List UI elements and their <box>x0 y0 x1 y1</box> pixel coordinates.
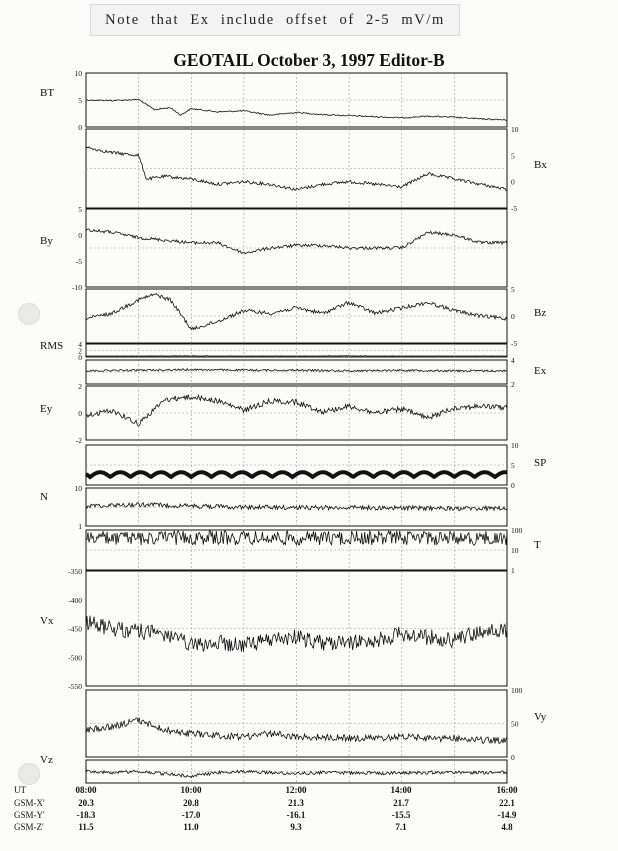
series-vx <box>86 616 507 652</box>
panel-label-rms: RMS <box>40 340 64 352</box>
chart-title: GEOTAIL October 3, 1997 Editor-B <box>173 50 445 70</box>
series-sp <box>86 472 507 477</box>
tick-label-right: 4 <box>511 356 515 365</box>
tick-label-right: -5 <box>511 339 518 348</box>
footer-ut: 10:00 <box>180 785 202 795</box>
tick-label-right: 10 <box>511 441 519 450</box>
tick-label-right: 5 <box>511 285 515 294</box>
tick-label-left: 4 <box>78 340 82 349</box>
tick-label-left: -550 <box>68 682 82 691</box>
panel-label-t: T <box>534 539 541 551</box>
panel-label-sp: SP <box>534 457 547 469</box>
tick-label-left: 10 <box>74 69 82 78</box>
footer-ut: 14:00 <box>390 785 412 795</box>
panel-label-by: By <box>40 235 53 247</box>
tick-label-left: -350 <box>68 567 82 576</box>
tick-label-left: 0 <box>78 353 82 362</box>
footer-ut: 12:00 <box>285 785 307 795</box>
footer-gsm-x: 20.8 <box>183 798 199 808</box>
footer-gsm-x: 21.3 <box>288 798 304 808</box>
tick-label-left: 2 <box>78 346 82 356</box>
tick-label-right: 0 <box>511 177 515 187</box>
tick-label-left: -400 <box>68 595 82 605</box>
tick-label-left: 2 <box>78 382 82 391</box>
footer-ut: 16:00 <box>496 785 518 795</box>
panel-label-vy: Vy <box>534 711 547 723</box>
tick-label-right: -5 <box>511 204 518 213</box>
footer-gsm-y: -18.3 <box>76 810 96 820</box>
tick-label-left: -450 <box>68 624 82 634</box>
panel-label-ey: Ey <box>40 403 53 415</box>
footer-gsm-z: 11.0 <box>183 822 199 832</box>
tick-label-right: 10 <box>511 125 519 134</box>
footer-gsm-x: 22.1 <box>499 798 515 808</box>
tick-label-right: 5 <box>511 151 515 161</box>
tick-label-left: 0 <box>78 231 82 240</box>
tick-label-left: 0 <box>78 409 82 418</box>
panel-label-ex: Ex <box>534 365 547 377</box>
tick-label-right: 1 <box>511 566 515 575</box>
footer-gsm-z: 9.3 <box>290 822 302 832</box>
footer-ut: 08:00 <box>75 785 97 795</box>
tick-label-left: 0 <box>78 123 82 132</box>
tick-label-right: 2 <box>511 380 515 389</box>
series-rms <box>86 356 507 357</box>
footer-gsm-z: 7.1 <box>395 822 407 832</box>
tick-label-right: 10 <box>511 546 519 555</box>
panel-label-bx: Bx <box>534 159 547 171</box>
tick-label-left: -5 <box>75 257 82 266</box>
panel-label-n: N <box>40 491 48 503</box>
footer-gsm-y: -15.5 <box>391 810 411 820</box>
footer-gsm-y: -17.0 <box>181 810 201 820</box>
tick-label-right: 50 <box>511 719 519 729</box>
footer-gsm-x: 20.3 <box>78 798 94 808</box>
tick-label-right: 100 <box>511 686 523 695</box>
footer-gsm-y: -16.1 <box>286 810 306 820</box>
tick-label-right: 5 <box>511 461 515 470</box>
panel-label-vx: Vx <box>40 615 54 627</box>
panel-label-bt: BT <box>40 87 55 99</box>
footer-row-label: GSM-Y' <box>14 810 45 820</box>
panel-label-vz: Vz <box>40 754 53 766</box>
footer-row-label: GSM-Z' <box>14 822 44 832</box>
footer-gsm-y: -14.9 <box>497 810 517 820</box>
tick-label-right: 0 <box>511 312 515 321</box>
tick-label-right: 0 <box>511 481 515 490</box>
tick-label-right: 100 <box>511 526 523 535</box>
panel-label-bz: Bz <box>534 307 547 319</box>
tick-label-left: 10 <box>74 484 82 493</box>
footer-row-label: GSM-X' <box>14 798 45 808</box>
tick-label-left: -10 <box>72 283 82 292</box>
footer-gsm-z: 4.8 <box>501 822 513 832</box>
offset-note: Note that Ex include offset of 2-5 mV/m <box>90 4 460 36</box>
tick-label-right: 0 <box>511 753 515 762</box>
footer-row-label: UT <box>14 785 26 795</box>
tick-label-left: -500 <box>68 653 82 663</box>
tick-label-left: 5 <box>78 96 82 105</box>
tick-label-left: -2 <box>75 436 82 445</box>
footer-gsm-z: 11.5 <box>78 822 94 832</box>
footer-gsm-x: 21.7 <box>393 798 409 808</box>
tick-label-left: 1 <box>78 522 82 531</box>
tick-label-left: 5 <box>78 205 82 214</box>
